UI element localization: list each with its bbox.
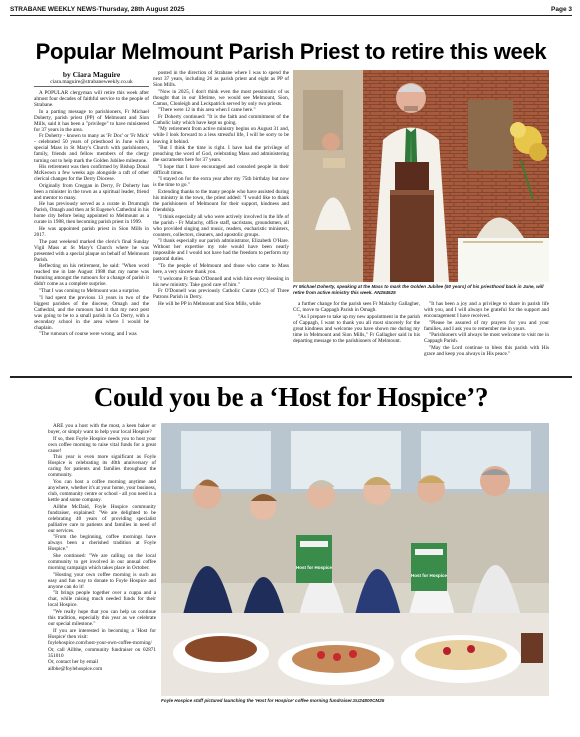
story1-column-2 (153, 70, 289, 372)
paragraph: You can host a coffee morning anytime and anywhere, whether it's at your home, your business, club, community centre or school - all you need is a kettle and some company. (48, 478, 156, 504)
poster-text-right: Host for Hospice (410, 573, 448, 578)
paragraph: ARE you a host with the most, a keen baker or buyer, or simply want to help your local Hospice? (48, 423, 156, 436)
story-divider (10, 376, 572, 378)
paragraph: "There were 12 in this area when I came here." (158, 107, 256, 114)
paragraph: "The rumours of course were wrong, and I was (39, 331, 137, 338)
contact-detail: Or, contact her by email (48, 659, 99, 666)
byline-email[interactable]: ciara.maguire@strabaneweekly.co.uk (34, 79, 149, 87)
priest-photo (293, 70, 549, 282)
masthead (10, 0, 572, 16)
paragraph: a further change for the parish sees Fr Malachy Gallagher, CC, move to Cappagh Parish in Omagh. (293, 301, 420, 314)
paragraph: Originally from Creggan in Derry, Fr Doherty has been a minister in the town as a spiritual leader, friend and mentor to many. (34, 182, 149, 201)
contact-detail: ailbhe@foylehospice.com (48, 665, 103, 672)
paragraph: "I thank especially our parish administrator, Elizabeth O'Hare. Without her expertise my role would have been nearly impossible and I would not have had the freedom to perform my pastoral duties. (153, 238, 289, 263)
contact-detail: foylehospice.com/host-your-own-coffee-morning/ (48, 640, 152, 647)
paragraph: "Parishioners will always be most welcome to visit me in Cappagh Parish. (424, 332, 549, 345)
paragraph: "I hope that I have encouraged and consoled people in their difficult times. (153, 163, 289, 176)
paragraph: "May the Lord continue to bless this parish with His grace and keep you always in His peace." (424, 344, 549, 357)
paragraph: "It has been a joy and a privilege to share in parish life with you, and I will always be grateful for the support and encouragement I have received. (424, 301, 549, 320)
story2-headline: Could you be a ‘Host for Hospice’? (93, 382, 489, 412)
paragraph: "That I was coming to Melmount was a surprise. (39, 288, 141, 294)
paragraph: If you are interested in becoming a 'Host for Hospice' then visit: (48, 627, 156, 640)
paragraph: "It brings people together over a cuppa and a chat, while raising much needed funds for their local Hospice. (48, 590, 156, 609)
paragraph: "From the beginning, coffee mornings have always been a cherished tradition at Foyle Hospice." (48, 534, 156, 553)
priest-photo-caption: Fr Michael Doherty, speaking at the Mass to mark the Golden Jubilee (50 years) of his priesthood back in June, will retire from active ministry this week. AN254525 (293, 284, 544, 295)
hospice-photo-illustration (161, 423, 549, 696)
paragraph: Extending thanks to the many people who have assisted during his ministry in the town, the priest added: "I would like to thank the parishioners of Melmount for their support, kindness and friendship. (153, 188, 289, 214)
story2-column-1 (48, 423, 156, 711)
hospice-photo-caption: Foyle Hospice staff pictured launching the 'Host for Hospice' coffee morning fundraiser.SU24800CM25 (161, 698, 385, 703)
paragraph: "To the people of Melmount and those who came to Mass here, a very sincere thank you. (153, 262, 289, 275)
paragraph: "My retirement from active ministry begins on August 31 and, while I look forward to a less stressful life, I will be sorry to be leaving it behind. (153, 126, 289, 145)
paragraph: He will be PP in Melmount and Sion Mills, while (158, 300, 261, 307)
poster-text-left: Host for Hospice (295, 565, 333, 570)
paragraph: He has previously served as a curate in Drumragh Parish, Omagh and then at St Eugene's Cathedral in his home city before being appointed to Melmount as a curate in 1988, then becoming parish priest in 1999. (34, 201, 149, 226)
priest-photo-illustration (293, 70, 549, 282)
masthead-page-number: Page 3 (551, 6, 572, 13)
paragraph: "I stayed on for the extra year after my 75th birthday but now is the time to go." (153, 176, 289, 189)
byline (34, 70, 149, 87)
paragraph: "But I think the time is right. I have had the privilege of preaching the word of God, celebrating Mass and administering the sacraments here for 37 years. (153, 145, 289, 164)
paragraph: He was appointed parish priest in Sion Mills in 2017. (34, 226, 149, 239)
story1-column-4 (424, 301, 549, 371)
paragraph: "Please be assured of my prayers for you and your families, and I ask you to remember me in yours. (424, 319, 549, 332)
story1-headline: Popular Melmount Parish Priest to retire this week (35, 39, 547, 64)
paragraph: Fr O'Donnell was previously Catholic Curate (CC) of Three Patrons Parish in Derry. (153, 288, 289, 301)
paragraph: In a parting message to parishioners, Fr Michael Doherty, parish priest (PP) of Melmount and Sion Mills, said it has been a "privilege" to have ministered for 37 years in the area. (34, 108, 149, 133)
story1-column-1 (34, 70, 149, 372)
paragraph: She continued: "We are calling on the local community to get involved in our annual coffee morning campaign which takes place in October. (48, 552, 156, 572)
paragraph: Ailbhe McDaid, Foyle Hospice community fundraiser, explained: "We are delighted to be celebrating 40 years of providing specialist palliative care to patients and families in need of our services. (48, 503, 156, 534)
paragraph: This year is even more significant as Foyle Hospice is celebrating its 40th anniversary of caring for patients and families throughout the community. (48, 454, 156, 479)
hospice-photo (161, 423, 549, 696)
story1-column-3 (293, 301, 420, 371)
paragraph: Fr Doherty - known to many as 'Fr Doc' or 'Fr Mick' - celebrated 50 years of priesthood in June with a special Mass in St Mary's Church with parishioners, family, friends and fellow members of the clergy turning out to help mark the Golden Jubilee milestone. (34, 133, 149, 164)
masthead-publication-date: STRABANE WEEKLY NEWS-Thursday, 28th August 2025 (10, 6, 185, 13)
paragraph: "Hosting your own coffee morning is such an easy and fun way to donate to Foyle Hospice and anyone can do it! (48, 571, 156, 590)
paragraph: If so, then Foyle Hospice needs you to host your own coffee morning to raise vital funds for a great cause! (48, 435, 156, 454)
paragraph: Fr Doherty continued: "It is the faith and commitment of the Catholic laity which have kept us going. (153, 113, 289, 126)
paragraph: "I think especially all who were actively involved in the life of the parish - Fr Malachy, office staff, sacristans, groundsmen, all who provided singing and music, readers, eucharistic ministers, counters, collectors, cleaners, and apostolic groups. (153, 213, 289, 238)
paragraph: Reflecting on his retirement, he said: "When word reached me in late August 1988 that my name was featuring amongst the rumours for a change of parish it didn't come as a complete surprise. (34, 263, 149, 288)
byline-author: by Ciara Maguire (62, 70, 121, 79)
paragraph: "We really hope that you can help us continue this tradition, especially this year as we celebrate our special milestone." (48, 608, 156, 627)
paragraph: "As I prepare to take up my new appointment in the parish of Cappagh, I want to thank you all most sincerely for the great kindness and welcome you have shown me during my time in Melmount and Sion Mills," Fr Gallagher said in his departing message to the parishioners of Melmount. (293, 313, 420, 344)
paragraph: A POPULAR clergyman will retire this week after almost four decades of faithful service to the people of Strabane. (34, 90, 149, 109)
paragraph: "I had spent the previous 13 years in two of the biggest parishes of the diocese, Omagh and the Cathedral, and the rumours had it that my next post was going to be to a small parish in Co Derry, with a secondary school in the area where I would be chaplain. (34, 294, 149, 331)
contact-detail: Or, call Ailbhe, community fundraiser on 02871 351010 (48, 646, 156, 659)
paragraph: "Now in 2025, I don't think even the most pessimistic of us thought that in our lifetime, we would see Melmount, Sion, Camus, Clonleigh and Leckpatrick served by only two priests. (153, 88, 289, 107)
paragraph: His retirement was then confirmed by Bishop Donal McKeown a few weeks ago alongside a raft of other clerical changes for the Derry Diocese. (34, 164, 149, 183)
paragraph: "I welcome Fr Sean O'Donnell and wish him every blessing in his new ministry. Take good care of him." (153, 275, 289, 288)
paragraph: posted in the direction of Strabane where I was to spend the next 37 years, including 26 as parish priest and eight as PP of Sion Mills. (153, 70, 289, 89)
paragraph: The past weekend marked the cleric's final Sunday Vigil Mass at St Mary's Church where he was presented with a special plaque on behalf of Melmount Parish. (34, 238, 149, 263)
